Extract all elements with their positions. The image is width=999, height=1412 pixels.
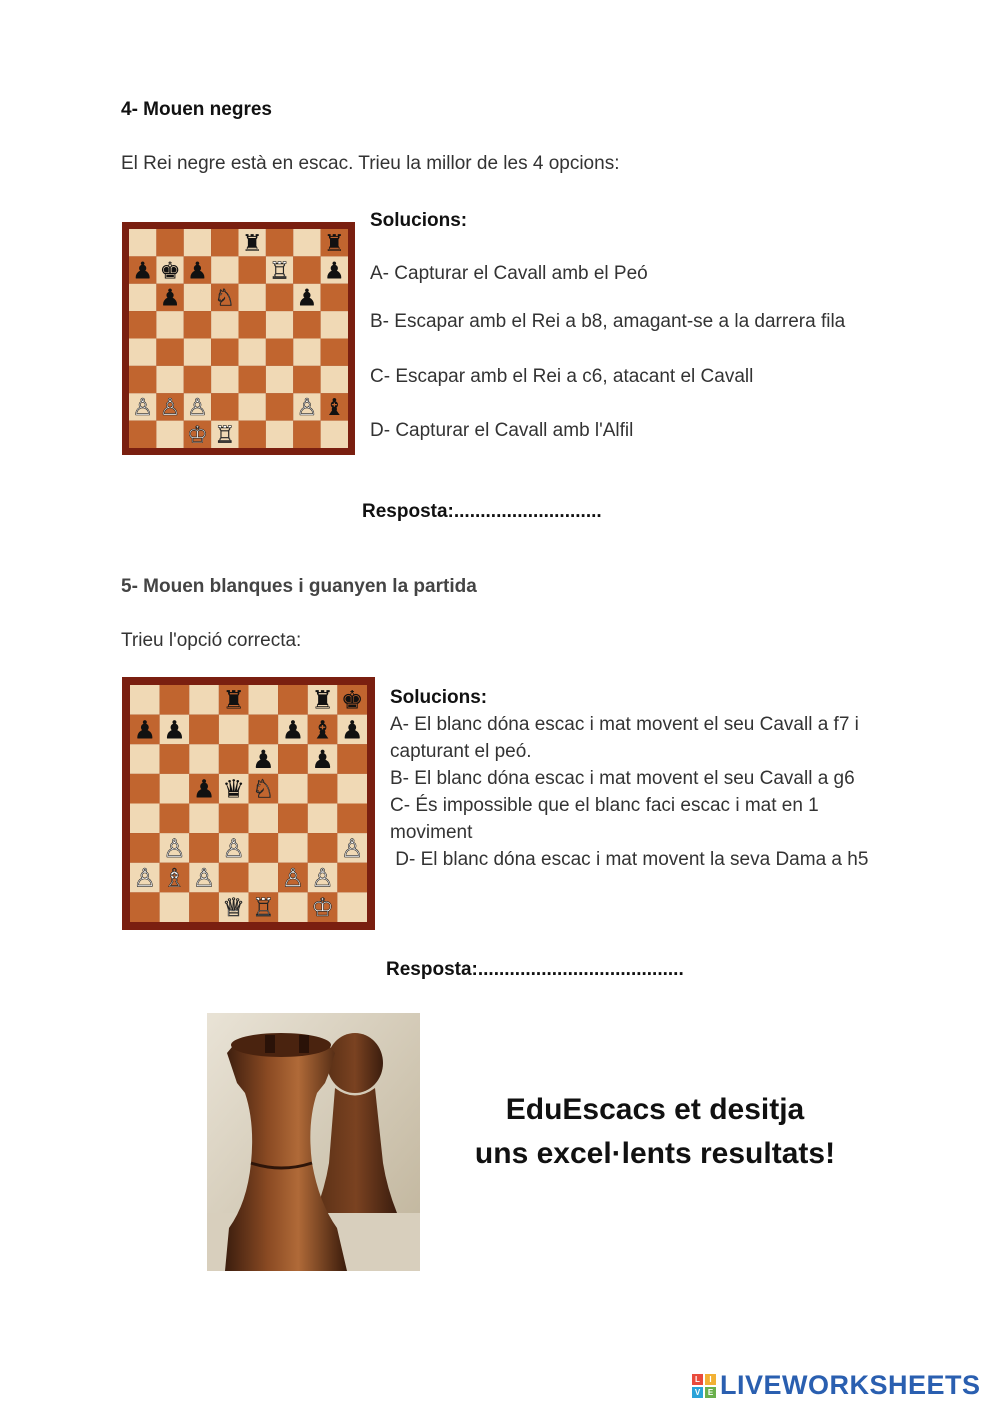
black-pawn-icon: ♟ bbox=[281, 715, 305, 745]
board-square bbox=[249, 715, 279, 745]
white-pawn-icon: ♙ bbox=[340, 833, 364, 863]
board-square bbox=[321, 284, 348, 311]
board-square bbox=[130, 833, 160, 863]
white-king-icon: ♔ bbox=[311, 893, 334, 923]
q5-intro: Trieu l'opció correcta: bbox=[121, 630, 302, 651]
white-rook-icon: ♖ bbox=[269, 257, 290, 285]
board-square bbox=[321, 366, 348, 393]
board-square bbox=[266, 229, 293, 256]
board-square bbox=[278, 833, 308, 863]
board-square bbox=[189, 833, 219, 863]
board-square bbox=[189, 744, 219, 774]
board-square bbox=[239, 393, 266, 420]
q5-option-a: A- El blanc dóna escac i mat movent el seu Cavall a f7 i capturant el peó. bbox=[390, 714, 859, 762]
black-rook-icon: ♜ bbox=[222, 685, 245, 715]
board-square bbox=[130, 892, 160, 922]
board-square bbox=[189, 892, 219, 922]
board-square bbox=[293, 229, 320, 256]
board-square bbox=[293, 256, 320, 283]
black-pawn-icon: ♟ bbox=[192, 774, 216, 804]
board-square bbox=[308, 804, 338, 834]
white-pawn-icon: ♙ bbox=[133, 863, 157, 893]
q5-option-b: B- El blanc dóna escac i mat movent el seu Cavall a g6 bbox=[390, 768, 855, 789]
board-square bbox=[129, 339, 156, 366]
board-square bbox=[249, 833, 279, 863]
board-square bbox=[160, 685, 190, 715]
white-pawn-icon: ♙ bbox=[159, 394, 181, 422]
q5-solutions-label: Solucions: bbox=[390, 687, 488, 708]
black-pawn-icon: ♟ bbox=[132, 257, 154, 285]
board-square bbox=[308, 774, 338, 804]
white-pawn-icon: ♙ bbox=[187, 394, 208, 422]
board-square bbox=[337, 804, 367, 834]
board-square bbox=[337, 863, 367, 893]
board-square bbox=[239, 339, 266, 366]
board-square bbox=[211, 256, 238, 283]
q5-heading: 5- Mouen blanques i guanyen la partida bbox=[121, 576, 477, 597]
board-svg bbox=[122, 222, 355, 455]
board-square bbox=[160, 804, 190, 834]
white-pawn-icon: ♙ bbox=[296, 394, 318, 422]
white-rook-icon: ♖ bbox=[214, 421, 236, 449]
black-pawn-icon: ♟ bbox=[323, 257, 345, 285]
q4-answer-field[interactable]: Resposta:............................ bbox=[362, 501, 602, 522]
board-square bbox=[189, 685, 219, 715]
slogan-line-1: EduEscacs et desitja bbox=[505, 1093, 805, 1126]
board-square bbox=[129, 366, 156, 393]
black-pawn-icon: ♟ bbox=[340, 715, 364, 745]
board-square bbox=[266, 311, 293, 338]
board-square bbox=[266, 339, 293, 366]
black-king-icon: ♚ bbox=[340, 685, 364, 715]
liveworksheets-logo[interactable] bbox=[692, 1370, 981, 1401]
board-square bbox=[129, 421, 156, 448]
board-square bbox=[184, 284, 211, 311]
board-square bbox=[156, 229, 183, 256]
board-square bbox=[337, 774, 367, 804]
board-square bbox=[239, 284, 266, 311]
logo-blocks-icon bbox=[692, 1374, 716, 1398]
white-pawn-icon: ♙ bbox=[132, 394, 154, 422]
black-rook-icon: ♜ bbox=[311, 685, 334, 715]
board-square bbox=[266, 366, 293, 393]
board-square bbox=[293, 339, 320, 366]
board-square bbox=[211, 339, 238, 366]
board-square bbox=[130, 804, 160, 834]
board-square bbox=[130, 685, 160, 715]
white-rook-icon: ♖ bbox=[252, 893, 275, 923]
board-square bbox=[211, 366, 238, 393]
logo-block: L bbox=[692, 1374, 703, 1385]
board-square bbox=[266, 393, 293, 420]
white-bishop-icon: ♗ bbox=[163, 863, 186, 893]
board-square bbox=[211, 229, 238, 256]
board-square bbox=[239, 311, 266, 338]
board-square bbox=[293, 311, 320, 338]
black-pawn-icon: ♟ bbox=[133, 715, 157, 745]
black-bishop-icon: ♝ bbox=[323, 394, 345, 422]
board-square bbox=[293, 421, 320, 448]
black-pawn-icon: ♟ bbox=[311, 744, 334, 774]
board-square bbox=[321, 311, 348, 338]
q4-solutions-label: Solucions: bbox=[370, 210, 468, 231]
board-square bbox=[189, 804, 219, 834]
board-square bbox=[308, 833, 338, 863]
q5-option-c: C- És impossible que el blanc faci escac i mat en 1 moviment bbox=[390, 795, 819, 843]
liveworksheets-brand: LIVEWORKSHEETS bbox=[720, 1370, 981, 1400]
logo-block: I bbox=[705, 1374, 716, 1385]
black-rook-icon: ♜ bbox=[241, 229, 263, 257]
board-square bbox=[130, 744, 160, 774]
board-square bbox=[239, 366, 266, 393]
logo-block: V bbox=[692, 1387, 703, 1398]
board-square bbox=[249, 685, 279, 715]
board-square bbox=[337, 744, 367, 774]
board-square bbox=[156, 339, 183, 366]
board-square bbox=[219, 744, 249, 774]
board-square bbox=[130, 774, 160, 804]
white-pawn-icon: ♙ bbox=[311, 863, 334, 893]
board-square bbox=[184, 311, 211, 338]
board-square bbox=[219, 863, 249, 893]
white-pawn-icon: ♙ bbox=[222, 833, 245, 863]
black-bishop-icon: ♝ bbox=[311, 715, 334, 745]
black-pawn-icon: ♟ bbox=[163, 715, 186, 745]
board-svg bbox=[122, 677, 375, 930]
board-square bbox=[337, 892, 367, 922]
board-square bbox=[156, 311, 183, 338]
slogan-line-2: uns excel·lents resultats! bbox=[474, 1137, 836, 1170]
board-square bbox=[156, 366, 183, 393]
board-square bbox=[278, 685, 308, 715]
white-knight-icon: ♘ bbox=[214, 284, 236, 312]
black-pawn-icon: ♟ bbox=[252, 744, 275, 774]
white-king-icon: ♔ bbox=[187, 421, 208, 449]
board-square bbox=[239, 256, 266, 283]
white-pawn-icon: ♙ bbox=[281, 863, 305, 893]
board-square bbox=[184, 339, 211, 366]
board-square bbox=[219, 804, 249, 834]
board-square bbox=[156, 421, 183, 448]
board-square bbox=[129, 229, 156, 256]
white-queen-icon: ♕ bbox=[222, 893, 245, 923]
board-square bbox=[321, 421, 348, 448]
board-square bbox=[184, 366, 211, 393]
board-square bbox=[266, 421, 293, 448]
black-pawn-icon: ♟ bbox=[187, 257, 208, 285]
board-square bbox=[129, 311, 156, 338]
black-pawn-icon: ♟ bbox=[159, 284, 181, 312]
board-square bbox=[321, 339, 348, 366]
board-square bbox=[160, 744, 190, 774]
slogan bbox=[440, 1088, 870, 1176]
board-square bbox=[211, 393, 238, 420]
board-square bbox=[239, 421, 266, 448]
board-square bbox=[293, 366, 320, 393]
white-knight-icon: ♘ bbox=[252, 774, 275, 804]
chess-board-q5 bbox=[122, 677, 375, 930]
board-square bbox=[129, 284, 156, 311]
chess-board-q4 bbox=[122, 222, 355, 455]
logo-block: E bbox=[705, 1387, 716, 1398]
q5-option-d: D- El blanc dóna escac i mat movent la seva Dama a h5 bbox=[390, 849, 869, 870]
white-pawn-icon: ♙ bbox=[163, 833, 186, 863]
white-pawn-icon: ♙ bbox=[192, 863, 216, 893]
board-square bbox=[278, 892, 308, 922]
q5-answer-field[interactable]: Resposta:....................................... bbox=[386, 959, 684, 980]
board-square bbox=[249, 804, 279, 834]
black-rook-icon: ♜ bbox=[323, 229, 345, 257]
chess-rook-photo bbox=[207, 1013, 420, 1271]
q4-option-d: D- Capturar el Cavall amb l'Alfil bbox=[370, 420, 634, 441]
board-square bbox=[278, 744, 308, 774]
board-square bbox=[189, 715, 219, 745]
board-square bbox=[160, 774, 190, 804]
board-square bbox=[249, 863, 279, 893]
q4-option-c: C- Escapar amb el Rei a c6, atacant el Cavall bbox=[370, 366, 754, 387]
q4-intro: El Rei negre està en escac. Trieu la millor de les 4 opcions: bbox=[121, 153, 620, 174]
black-king-icon: ♚ bbox=[159, 257, 181, 285]
q4-option-b: B- Escapar amb el Rei a b8, amagant-se a la darrera fila bbox=[370, 311, 846, 332]
board-square bbox=[278, 804, 308, 834]
black-queen-icon: ♛ bbox=[222, 774, 245, 804]
board-square bbox=[160, 892, 190, 922]
black-pawn-icon: ♟ bbox=[296, 284, 318, 312]
q4-heading: 4- Mouen negres bbox=[121, 99, 272, 120]
board-square bbox=[184, 229, 211, 256]
board-square bbox=[219, 715, 249, 745]
q4-option-a: A- Capturar el Cavall amb el Peó bbox=[370, 263, 648, 284]
board-square bbox=[278, 774, 308, 804]
board-square bbox=[211, 311, 238, 338]
board-square bbox=[266, 284, 293, 311]
